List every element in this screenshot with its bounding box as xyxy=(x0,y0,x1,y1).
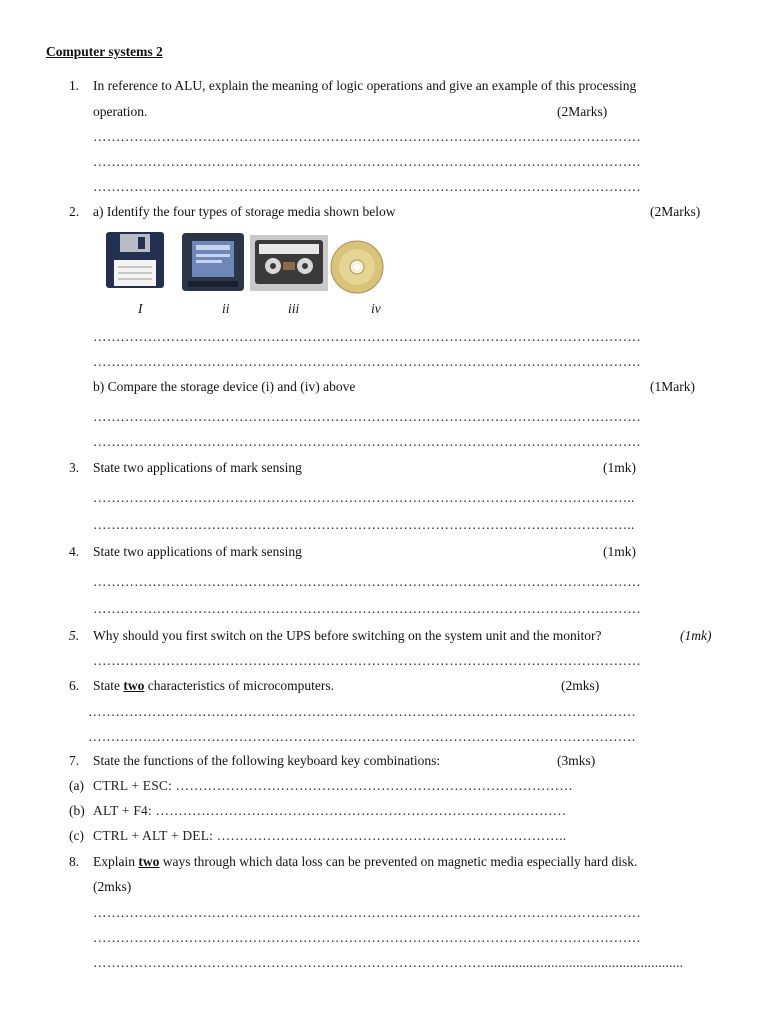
answer-line[interactable]: ………………………………………………………………………………………………………… xyxy=(93,154,641,169)
media-label-i: I xyxy=(138,301,143,316)
q1-text-line2: operation. xyxy=(93,104,148,119)
q2b-text: b) Compare the storage device (i) and (iv) above xyxy=(93,379,356,394)
q7-item-answer[interactable]: CTRL + ALT + DEL: ………………………………………………………………….. xyxy=(93,828,567,843)
q2b-marks: (1Mark) xyxy=(650,379,695,394)
q8-marks: (2mks) xyxy=(93,879,132,894)
q7-item-label: (b) xyxy=(69,803,85,818)
answer-line[interactable]: ………………………………………………………………………………………………………… xyxy=(93,434,641,449)
media-label-iii: iii xyxy=(288,301,300,316)
q2-number: 2. xyxy=(69,204,80,219)
q7-item-label: (c) xyxy=(69,828,84,843)
compact-disc-image xyxy=(329,239,385,295)
q3-text: State two applications of mark sensing xyxy=(93,460,302,475)
answer-line[interactable]: ……………………………………………………………………………………………………….. xyxy=(93,490,635,505)
answer-line[interactable]: ………………………………………………………………………………………………………… xyxy=(93,354,641,369)
page-title: Computer systems 2 xyxy=(46,44,163,59)
answer-line[interactable]: ………………………………………………………………………………………………………… xyxy=(93,179,641,194)
q3-number: 3. xyxy=(69,460,80,475)
q8-text-pre: Explain xyxy=(93,854,139,869)
q6-text xyxy=(93,678,334,694)
q6-marks: (2mks) xyxy=(561,678,600,693)
q7-text: State the functions of the following keyboard key combinations: xyxy=(93,753,441,768)
q5-marks: (1mk) xyxy=(680,628,712,643)
q4-marks: (1mk) xyxy=(603,544,636,559)
q6-text-pre: State xyxy=(93,678,124,693)
q5-number: 5. xyxy=(69,628,80,643)
q1-number: 1. xyxy=(69,78,80,93)
answer-line[interactable]: ………………………………………………………………………………………………………… xyxy=(93,129,641,144)
q7-item-answer[interactable]: ALT + F4: ……………………………………………………………………………… xyxy=(93,803,567,818)
q7-item-answer[interactable]: CTRL + ESC: …………………………………………………………………………… xyxy=(93,778,573,793)
answer-line[interactable]: ……………………………………………………………………………...................................................... xyxy=(93,955,684,970)
answer-line[interactable]: ………………………………………………………………………………………………………… xyxy=(93,930,641,945)
q8-text-bold: two xyxy=(138,854,160,869)
q8-number: 8. xyxy=(69,854,80,869)
answer-line[interactable]: ……………………………………………………………………………………………………….. xyxy=(93,517,635,532)
cassette-tape-image xyxy=(249,234,329,292)
q2-marks: (2Marks) xyxy=(650,204,701,219)
media-label-ii: ii xyxy=(222,301,230,316)
q1-marks: (2Marks) xyxy=(557,104,608,119)
answer-line[interactable]: ………………………………………………………………………………………………………… xyxy=(93,574,641,589)
answer-line[interactable]: ………………………………………………………………………………………………………… xyxy=(93,905,641,920)
answer-line[interactable]: ………………………………………………………………………………………………………… xyxy=(93,409,641,424)
q3-marks: (1mk) xyxy=(603,460,636,475)
answer-line[interactable]: ………………………………………………………………………………………………………… xyxy=(88,729,636,744)
media-label-iv: iv xyxy=(371,301,381,316)
q7-item-label: (a) xyxy=(69,778,84,793)
q8-text-post: ways through which data loss can be prevented on magnetic media especially hard disk. xyxy=(159,854,638,869)
q6-number: 6. xyxy=(69,678,80,693)
answer-line[interactable]: ………………………………………………………………………………………………………… xyxy=(93,601,641,616)
q7-number: 7. xyxy=(69,753,80,768)
floppy-disk-image xyxy=(104,230,166,290)
q4-number: 4. xyxy=(69,544,80,559)
zip-disk-image xyxy=(178,231,248,293)
answer-line[interactable]: ………………………………………………………………………………………………………… xyxy=(93,329,641,344)
q8-text xyxy=(93,854,637,870)
q6-text-post: characteristics of microcomputers. xyxy=(144,678,335,693)
q7-marks: (3mks) xyxy=(557,753,596,768)
answer-line[interactable]: ………………………………………………………………………………………………………… xyxy=(88,704,636,719)
q2-text: a) Identify the four types of storage media shown below xyxy=(93,204,396,219)
q1-text-line1: In reference to ALU, explain the meaning of logic operations and give an example of this processing xyxy=(93,78,637,93)
q6-text-bold: two xyxy=(123,678,145,693)
answer-line[interactable]: ………………………………………………………………………………………………………… xyxy=(93,653,641,668)
q5-text: Why should you first switch on the UPS before switching on the system unit and the monitor? xyxy=(93,628,602,643)
q4-text: State two applications of mark sensing xyxy=(93,544,302,559)
